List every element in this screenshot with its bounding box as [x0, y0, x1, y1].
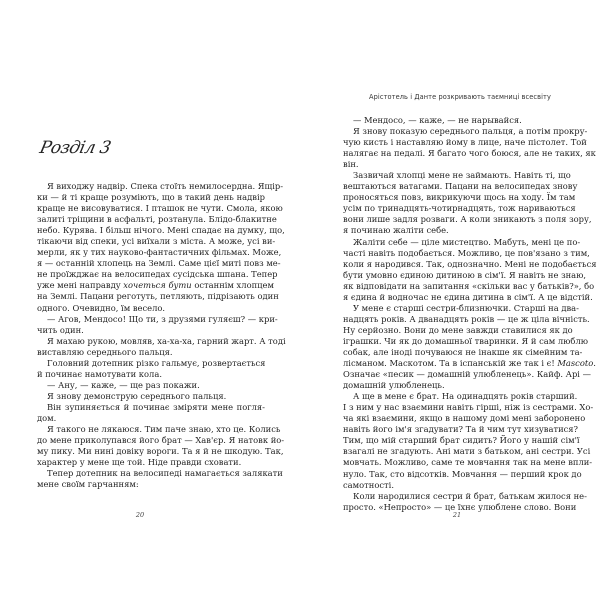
text-line: Зазвичай хлопці мене не займають. Навіть ті, що	[353, 170, 571, 181]
text-line: часті навіть подобається. Можливо, це пов'язано з тим,	[343, 247, 590, 258]
text-line: уже мені направду хочеться бути останнім хлопцем	[37, 280, 274, 291]
text-line: просто. «Непросто» — це їхнє улюблене слово. Вони	[343, 501, 577, 512]
text-line: чую кисть і наставляю йому в лице, наче пістолет. Той	[343, 137, 587, 148]
text-line: самотності.	[343, 479, 394, 490]
text-line: мерли, як у тих науково-фантастичних фільмах. Може,	[37, 247, 282, 258]
text-line: вештаються ватагами. Пацани на велосипедах знову	[343, 181, 578, 192]
text-line: домашній улюбленець.	[343, 380, 445, 391]
text-line: тікаючи від спеки, усі виїхали з міста. А може, усі ви-	[37, 236, 276, 247]
text-line: мовчать. Можливо, саме те мовчання так на мене впли-	[343, 457, 593, 468]
text-line: Жаліти себе — ціле мистецтво. Мабуть, мені це по-	[353, 236, 581, 247]
text-line: коли я народився. Так, однозначно. Мені не подобається	[343, 258, 597, 269]
text-line: я єдина й водночас не єдина дитина в сім'ї. А це відстій.	[343, 291, 593, 302]
text-line: І з ним у нас взаємини навіть гірші, ніж із сестрами. Хо-	[343, 402, 594, 413]
text-line: взагалі не згадують. Ані мати з батьком, ані сестри. Усі	[343, 446, 591, 457]
text-line: Ну серйозно. Вони до мене завжди ставилися як до	[343, 324, 573, 335]
text-line: — Ану, — каже, — ще раз покажи.	[47, 379, 200, 390]
right-page-body-text	[343, 115, 597, 513]
text-line: й починає намотувати кола.	[37, 368, 162, 379]
text-line: нуло. Так, сто відсотків. Мовчання — перший крок до	[343, 468, 582, 479]
text-line: Тепер дотепник на велосипеді намагається залякати	[47, 468, 283, 479]
text-line: краще не висовуватися. І пташок не чути. Смола, якою	[37, 203, 283, 214]
text-line: надцять років. А дванадцять років — це ж ціла вічність.	[343, 313, 590, 324]
text-line: Коли народилися сестри й брат, батькам жилося не-	[353, 490, 587, 501]
text-line: бути умовно єдиною дитиною в сім'ї. Я навіть не знаю,	[343, 269, 587, 280]
text-line: Я виходжу надвір. Спека стоїть немилосердна. Ящір-	[47, 181, 284, 191]
right-page-number: 21	[452, 511, 462, 519]
text-line: Тим, що мій старший брат сидить? Його у нашій сім'ї	[343, 435, 580, 446]
running-head: Арістотель і Данте розкривають таємниці всесвіту	[369, 93, 551, 101]
text-line: навіть його ім'я згадувати? Та й чим тут хизуватися?	[343, 424, 579, 435]
text-line: залиті тріщини в асфальті, розтанула. Блідо-блакитне	[37, 214, 277, 225]
text-line: ки — й ті краще розуміють, що в такий день надвір	[37, 192, 265, 203]
text-line: я починаю жаліти себе.	[343, 225, 449, 236]
right-page	[300, 0, 600, 600]
text-line: як відповідати на запитання «скільки вас у батьків?», бо	[343, 280, 595, 291]
text-line: Я махаю рукою, мовляв, ха-ха-ха, гарний жарт. А тоді	[47, 335, 286, 346]
text-line: мене своїм гарчанням:	[37, 479, 139, 490]
text-line: У мене є старші сестри-близнючки. Старші на два-	[353, 302, 579, 313]
text-line: собак, але іноді почуваюся не інакше як сімейним та-	[343, 346, 583, 357]
text-line: вони лише задля розваги. А коли зникають з поля зору,	[343, 214, 592, 225]
text-line: — Агов, Мендосо! Що ти, з друзями гуляєш? — кри-	[47, 313, 278, 324]
text-line: Я такого не лякаюся. Тим паче знаю, хто це. Колись	[47, 424, 281, 435]
text-line: проносяться повз, викрикуючи щось на ходу. Їм там	[343, 192, 576, 203]
text-line: — Мендосо, — каже, — не нарывайся.	[353, 115, 522, 125]
text-line: виставляю середнього пальця.	[37, 346, 173, 357]
text-line: характер у мене ще той. Ніде правди сховати.	[37, 457, 242, 468]
text-line: Головний дотепник різко гальмує, розвертається	[47, 357, 266, 368]
text-line: на Землі. Пацани реготуть, петляють, підрізають один	[37, 291, 279, 302]
text-line: А ще в мене є брат. На одинадцять років старший.	[353, 391, 578, 402]
text-line: не проїжджає на велосипедах сусідська шпана. Тепер	[37, 269, 278, 280]
text-line: Я знову демонструю середнього пальця.	[47, 390, 227, 401]
text-line: одного. Очевидно, їм весело.	[37, 302, 166, 313]
text-line: му пику. Ми нині довіку вороги. Та я й не шкодую. Так,	[37, 446, 284, 457]
text-line: до мене приколупався його брат — Хав'єр. Я натовк йо-	[37, 435, 285, 446]
text-line: він.	[343, 159, 359, 170]
text-line: Означає «песик — домашній улюбленець». Кайф. Арі —	[343, 369, 591, 380]
text-line: іграшки. Чи як до домашньої тваринки. Я й сам люблю	[343, 335, 589, 346]
left-page-number: 20	[135, 511, 145, 519]
left-page-body-text	[37, 181, 286, 490]
text-line: я — останній хлопець на Землі. Саме цієї миті повз ме-	[37, 258, 281, 269]
chapter-title: Розділ 3	[37, 138, 113, 158]
text-line: налягає на педалі. Я багато чого боюся, але не таких, як	[343, 148, 596, 159]
text-line: лісманом. Маскотом. Та в іспанській же так і є! Mascoto.	[343, 358, 596, 369]
text-line: чить один.	[37, 324, 84, 335]
text-line: Я знову показую середнього пальця, а потім прокру-	[353, 126, 588, 137]
text-line: дом.	[37, 412, 57, 423]
text-line: Він зупиняється й починає зміряти мене погля-	[47, 401, 265, 412]
text-line: усім по тринадцять-чотирнадцять, тож нариваються	[343, 203, 576, 214]
text-line: небо. Курява. І більш нічого. Мені спадає на думку, що,	[37, 225, 285, 236]
text-line: ча які взаємини, якщо в нашому домі мені заборонено	[343, 413, 586, 424]
